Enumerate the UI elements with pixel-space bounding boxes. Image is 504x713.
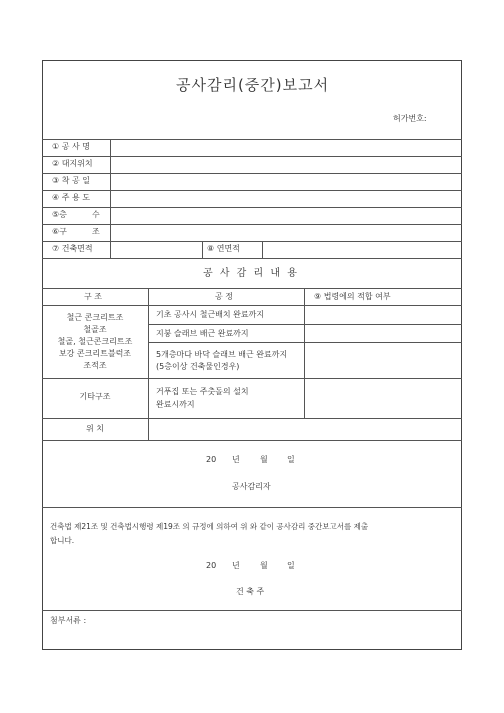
header-process: 공 정 [215, 292, 233, 301]
process-formwork: 거푸집 또는 주춧돌의 설치 [156, 387, 249, 396]
field-start-date: ③ 착 공 일 [52, 176, 90, 185]
process-foundation: 기초 공사시 철근배치 완료까지 [156, 310, 265, 319]
process-floor-slab: 5개층마다 바닥 슬래브 배근 완료까지 [156, 350, 288, 359]
location-row-label: 위 치 [86, 424, 104, 433]
date2-month-unit: 월 [260, 561, 268, 570]
date1-day-unit: 일 [287, 455, 295, 464]
field-building-area: ⑦ 건축면적 [52, 244, 93, 253]
date1-month-unit: 월 [260, 455, 268, 464]
structure-rc-1: 철근 콘크리트조 [66, 313, 124, 322]
process-floor-slab-note: (5층이상 건축물인경우) [156, 362, 240, 371]
statement-line2: 합니다. [50, 536, 75, 545]
date2-year: 20 [206, 561, 217, 570]
field-floors: ⑤층 [52, 210, 67, 219]
structure-rc-2: 철골조 [83, 325, 107, 334]
statement-line1: 건축법 제21조 및 건축법시행령 제19조 의 규정에 의하여 위 와 같이 공사감리 중간보고서를 제출 [50, 522, 369, 531]
field-site-location: ② 대지위치 [52, 159, 93, 168]
field-project-name: ① 공 사 명 [52, 142, 90, 151]
header-compliance: ⑨ 법령에의 적합 여부 [314, 292, 391, 301]
process-formwork-2: 완료시까지 [156, 400, 195, 409]
process-roof-slab: 지붕 슬래브 배근 완료까지 [156, 329, 249, 338]
field-total-area: ⑧ 연면적 [207, 244, 240, 253]
supervisor-label: 공사감리자 [232, 482, 271, 491]
date2-year-unit: 년 [232, 561, 240, 570]
page-title: 공사감리(중간)보고서 [176, 76, 330, 94]
field-structure-unit: 조 [92, 227, 100, 236]
header-structure: 구 조 [84, 292, 102, 301]
attachments-label: 첨부서류 : [50, 616, 87, 625]
field-floors-unit: 수 [92, 210, 100, 219]
structure-rc-4: 보강 콘크리트블럭조 [58, 349, 132, 358]
date1-year: 20 [206, 455, 217, 464]
section-title: 공 사 감 리 내 용 [203, 268, 299, 279]
date2-day-unit: 일 [287, 561, 295, 570]
structure-other: 기타구조 [79, 392, 111, 401]
permit-number-label: 허가번호: [393, 114, 427, 123]
date1-year-unit: 년 [232, 455, 240, 464]
field-structure: ⑥구 [52, 227, 67, 236]
structure-rc-5: 조적조 [83, 361, 107, 370]
owner-label: 건 축 주 [236, 587, 265, 596]
structure-rc-3: 철골, 철근콘크리트조 [57, 337, 133, 346]
field-main-use: ④ 주 용 도 [52, 193, 90, 202]
